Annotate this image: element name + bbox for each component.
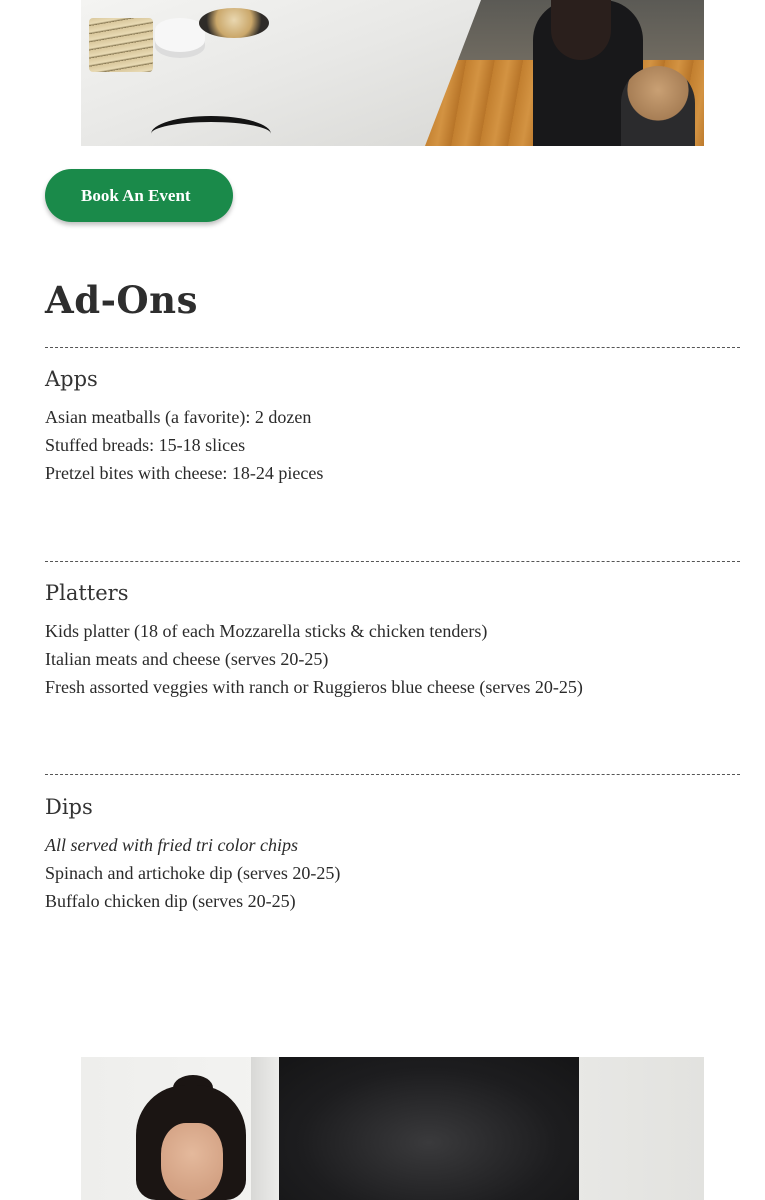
photo-child: [621, 66, 695, 146]
photo-chair: [151, 116, 271, 146]
list-item: Stuffed breads: 15-18 slices: [45, 435, 246, 455]
addon-group-dips: [45, 792, 740, 915]
photo-guest-hair: [551, 0, 611, 60]
divider: [45, 561, 740, 562]
photo-plates: [155, 18, 205, 58]
photo-woman-face: [161, 1123, 223, 1200]
list-item: Italian meats and cheese (serves 20-25): [45, 649, 329, 669]
book-event-button[interactable]: Book An Event: [45, 169, 233, 222]
list-item: Fresh assorted veggies with ranch or Ruggieros blue cheese (serves 20-25): [45, 677, 583, 697]
list-item: Kids platter (18 of each Mozzarella sticks & chicken tenders): [45, 621, 488, 641]
event-photo-banquet: [81, 0, 704, 146]
group-note: All served with fried tri color chips: [45, 835, 298, 855]
list-item: Asian meatballs (a favorite): 2 dozen: [45, 407, 312, 427]
group-heading: Dips: [45, 795, 93, 819]
addon-group-apps: [45, 364, 740, 487]
photo-tv-screen: [279, 1057, 579, 1200]
group-heading: Platters: [45, 581, 129, 605]
divider: [45, 347, 740, 348]
list-item: Spinach and artichoke dip (serves 20-25): [45, 863, 341, 883]
divider: [45, 774, 740, 775]
photo-bread-bowl: [199, 8, 269, 38]
addon-group-platters: [45, 578, 740, 701]
group-heading: Apps: [45, 367, 98, 391]
photo-wall-panel: [251, 1057, 279, 1200]
photo-napkin-rolls: [89, 18, 153, 72]
list-item: Pretzel bites with cheese: 18-24 pieces: [45, 463, 324, 483]
event-photo-host: [81, 1057, 704, 1200]
section-title: Ad-Ons: [45, 278, 198, 322]
list-item: Buffalo chicken dip (serves 20-25): [45, 891, 296, 911]
